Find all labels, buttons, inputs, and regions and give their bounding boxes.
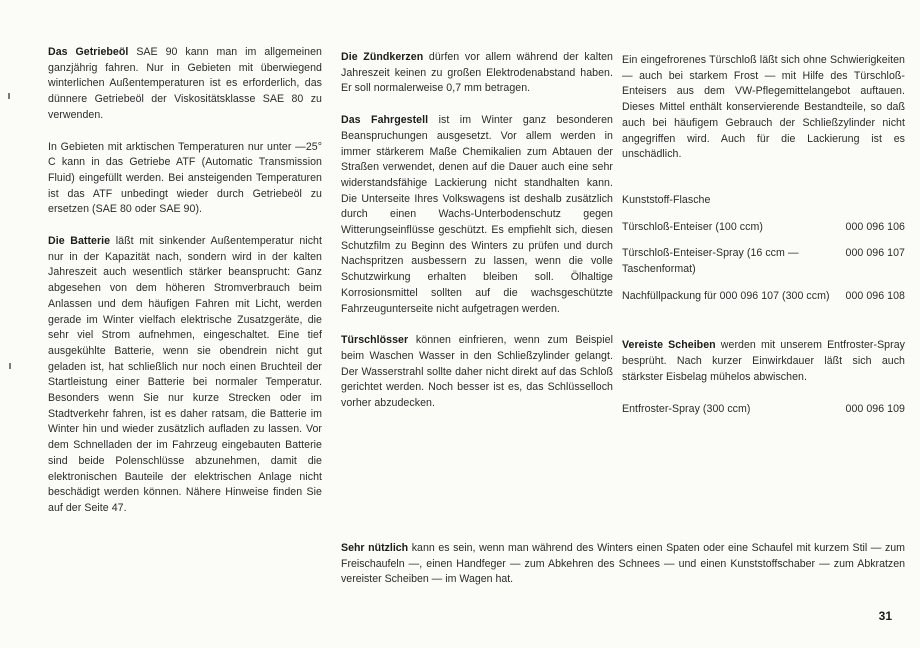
text-battery: läßt mit sinkender Außentemperatur nicht nur in der Kapazität nach, sondern wird in der kalten Jahreszeit auch wesentlich stärker beansprucht: Ganz abgesehen von dem höheren Stromverbrauch beim Anlassen und dem häufigen Fahren mit Licht, werden gerade im Winter vielfach elektrische Zusatzgeräte, die sehr viel Strom aufnehmen, eingeschaltet. Eine tief ausgekühlte Batterie, wenn sie obendrein nicht gut geladen ist, hat schließlich nur noch einen Bruchteil der Startleistung einer Batterie bei normaler Temperatur. Besonders wenn Sie nur kurze Strecken oder im Stadtverkehr fahren, ist es daher ratsam, die Batterie im Winter hin und wieder zusätzlich aufladen zu lassen. Vor dem Schnelladen der im Fahrzeug eingebauten Batterie sind beide Polenschlüsse abzunehmen, damit die elektronischen Bauteile der elektrischen Anlage nicht beschädigt werden können. Nähere Hinweise finden Sie auf der Seite 47. <box>48 235 322 514</box>
part-label: Türschloß-Enteiser (100 ccm) <box>622 220 763 233</box>
part-row <box>622 220 905 236</box>
bottom-paragraph <box>341 541 905 588</box>
column-right <box>622 53 905 428</box>
parts-list <box>622 193 905 305</box>
heading-useful: Sehr nützlich <box>341 542 409 554</box>
heading-spark-plugs: Die Zündkerzen <box>341 51 424 63</box>
parts-header: Kunststoff-Flasche <box>622 193 711 206</box>
paragraph-battery <box>48 234 322 517</box>
paragraph-gear-oil <box>48 45 322 124</box>
paragraph-door-locks <box>341 333 613 412</box>
scan-mark <box>8 93 10 99</box>
text-useful: kann es sein, wenn man während des Winters einen Spaten oder eine Schaufel mit kurzem Stil — zum Freischaufeln —, einen Handfeger — zum Abkehren des Schnees — und einen Kunststoffschaber — zum Abkratzen vereister Scheiben — im Wagen hat. <box>341 542 906 586</box>
text-gear-oil: SAE 90 kann man im allgemeinen ganzjährig fahren. Nur in Gebieten mit überwiegend winterlichen Außentemperaturen ist es erforderlich, das dünnere Getriebeöl der Viskositätsklasse SAE 80 zu verwenden. <box>48 46 323 121</box>
part-row <box>622 289 905 305</box>
part-row <box>622 246 905 277</box>
heading-battery: Die Batterie <box>48 235 111 248</box>
text-atf: In Gebieten mit arktischen Temperaturen nur unter —25° C kann in das Getriebe ATF (Automatic Transmission Fluid) eingefüllt werden. Bei ansteigenden Temperaturen ist das ATF unbedingt wieder durch Getriebeöl zu ersetzen (SAE 80 oder SAE 90). <box>48 140 322 216</box>
part-label: Nachfüllpackung für 000 096 107 (300 ccm) <box>622 289 830 302</box>
scan-mark <box>9 363 11 369</box>
spray-label: Entfroster-Spray (300 ccm) <box>622 402 751 415</box>
part-number: 000 096 106 <box>845 220 905 233</box>
text-spark-plugs: dürfen vor allem während der kalten Jahreszeit keinen zu großen Elektrodenabstand haben. Er soll normalerweise 0,7 mm betragen. <box>341 51 613 95</box>
text-door-locks: können einfrieren, wenn zum Beispiel beim Waschen Wasser in den Schließzylinder gelangt. Der Wasserstrahl sollte daher nicht direkt auf das Schloß gerichtet werden. Noch besser ist es, das Schlüsselloch vorher abzudecken. <box>341 334 613 410</box>
part-number: 000 096 108 <box>845 289 905 302</box>
heading-chassis: Das Fahrgestell <box>341 114 429 127</box>
part-number: 000 096 107 <box>845 247 905 260</box>
page-number: 31 <box>878 609 892 623</box>
heading-door-locks: Türschlösser <box>341 334 409 347</box>
paragraph-frozen-lock <box>622 53 905 163</box>
paragraph-icy-windows <box>622 338 905 385</box>
text-frozen-lock: Ein eingefrorenes Türschloß läßt sich ohne Schwierigkeiten — auch bei starkem Frost — mit Hilfe des Türschloß-Enteisers aus dem VW-Pflegemittelangebot auftauen. Dieses Mittel enthält konservierende Bestandteile, so daß auch bei häufigem Gebrauch der Schließzylinder nicht angegriffen wird. Auch für die Lackierung ist es unschädlich. <box>622 54 905 161</box>
text-chassis: ist im Winter ganz besonderen Beanspruchungen ausgesetzt. Vor allem werden in immer stärkerem Maße Chemikalien zum Abtauen der Straßen verwendet, denen auf die Dauer auch eine sehr widerstandsfähige Lackierung nicht standhalten kann. Die Unterseite Ihres Volkswagens ist deshalb zusätzlich durch einen Wachs-Unterbodenschutz gegen Witterungseinflüsse geschützt. Es empfiehlt sich, diesen Schutzfilm zu Beginn des Winters zu prüfen und durch Nachspritzen ausbessern zu lassen, wenn die volle Schutzwirkung erhalten bleiben soll. Ölhaltige Korrosionsmittel sollten auf die wachsgeschützte Fahrzeugunterseite nicht aufgetragen werden. <box>341 114 613 315</box>
heading-gear-oil: Das Getriebeöl <box>48 46 129 58</box>
part-label: Türschloß-Enteiser-Spray (16 ccm — Taschenformat) <box>622 247 799 276</box>
text-icy-windows: werden mit unserem Entfroster-Spray besprüht. Nach kurzer Einwirkdauer läßt sich auch stärkster Eisbelag mühelos abwischen. <box>622 339 905 383</box>
column-left <box>48 45 322 533</box>
spray-row <box>622 402 905 418</box>
column-middle <box>341 50 613 428</box>
spray-number: 000 096 109 <box>845 402 905 415</box>
paragraph-atf <box>48 140 322 219</box>
paragraph-spark-plugs <box>341 50 613 97</box>
heading-icy-windows: Vereiste Scheiben <box>622 339 716 352</box>
paragraph-chassis <box>341 113 613 317</box>
